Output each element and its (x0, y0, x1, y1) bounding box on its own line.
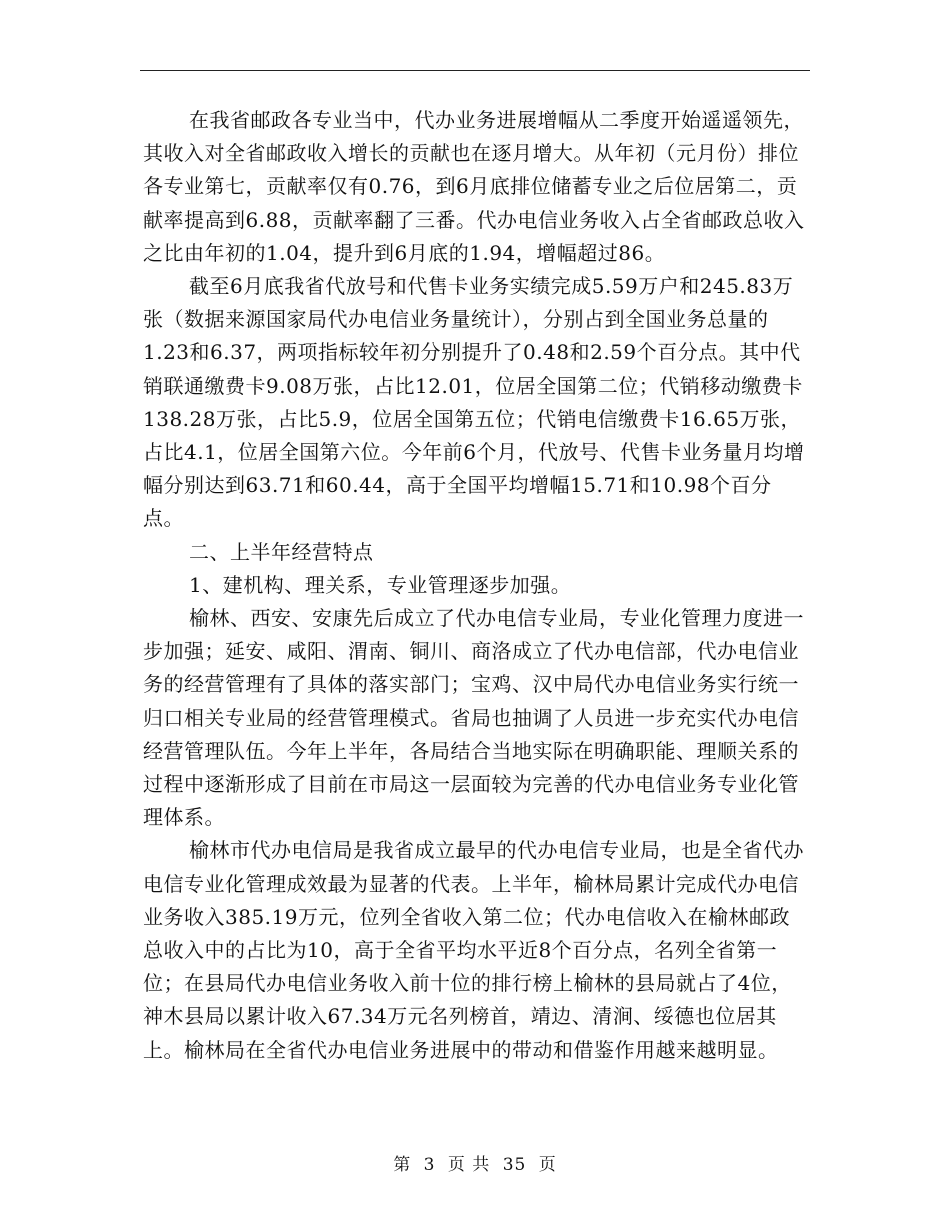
footer-prefix: 第 (393, 1155, 412, 1175)
paragraph-card-sales: 截至6月底我省代放号和代售卡业务实绩完成5.59万户和245.83万张（数据来源国家局代办电信业务量统计），分别占到全国业务总量的1.23和6.37，两项指标较年初分别提升了0.48和2.59个百分点。其中代销联通缴费卡9.08万张，占比12.01，位居全国第二位；代销移动缴费卡138.28万张，占比5.9，位居全国第五位；代销电信缴费卡16.65万张，占比4.1，位居全国第六位。今年前6个月，代放号、代售卡业务量月均增幅分别达到63.71和60.44，高于全国平均增幅15.71和10.98个百分点。 (143, 274, 805, 531)
subsection-heading: 1、建机构、理关系，专业管理逐步加强。 (189, 572, 572, 597)
header-rule (140, 70, 810, 71)
footer-suffix: 页 (538, 1155, 557, 1175)
paragraph-yulin: 榆林市代办电信局是我省成立最早的代办电信专业局，也是全省代办电信专业化管理成效最为显著的代表。上半年，榆林局累计完成代办电信业务收入385.19万元，位列全省收入第二位；代办电信收入在榆林邮政总收入中的占比为10，高于全省平均水平近8个百分点，名列全省第一位；在县局代办电信业务收入前十位的排行榜上榆林的县局就占了4位，神木县局以累计收入67.34万元名列榜首，靖边、清涧、绥德也位居其上。榆林局在全省代办电信业务进展中的带动和借鉴作用越来越明显。 (143, 838, 804, 1062)
page-footer (0, 1150, 950, 1175)
document-body (143, 104, 810, 1067)
paragraph-organization: 榆林、西安、安康先后成立了代办电信专业局，专业化管理力度进一步加强；延安、咸阳、渭南、铜川、商洛成立了代办电信部，代办电信业务的经营管理有了具体的落实部门；宝鸡、汉中局代办电信业务实行统一归口相关专业局的经营管理模式。省局也抽调了人员进一步充实代办电信经营管理队伍。今年上半年，各局结合当地实际在明确职能、理顺关系的过程中逐渐形成了目前在市局这一层面较为完善的代办电信业务专业化管理体系。 (143, 606, 804, 830)
footer-total-pages: 35 (502, 1155, 527, 1175)
footer-current-page: 3 (423, 1155, 436, 1175)
footer-middle: 页 共 (447, 1155, 491, 1175)
section-heading: 二、上半年经营特点 (189, 539, 374, 564)
paragraph-contribution: 在我省邮政各专业当中，代办业务进展增幅从二季度开始遥遥领先，其收入对全省邮政收入增长的贡献也在逐月增大。从年初（元月份）排位各专业第七，贡献率仅有0.76，到6月底排位储蓄专业之后位居第二，贡献率提高到6.88，贡献率翻了三番。代办电信业务收入占全省邮政总收入之比由年初的1.04，提升到6月底的1.94，增幅超过86。 (143, 108, 805, 265)
